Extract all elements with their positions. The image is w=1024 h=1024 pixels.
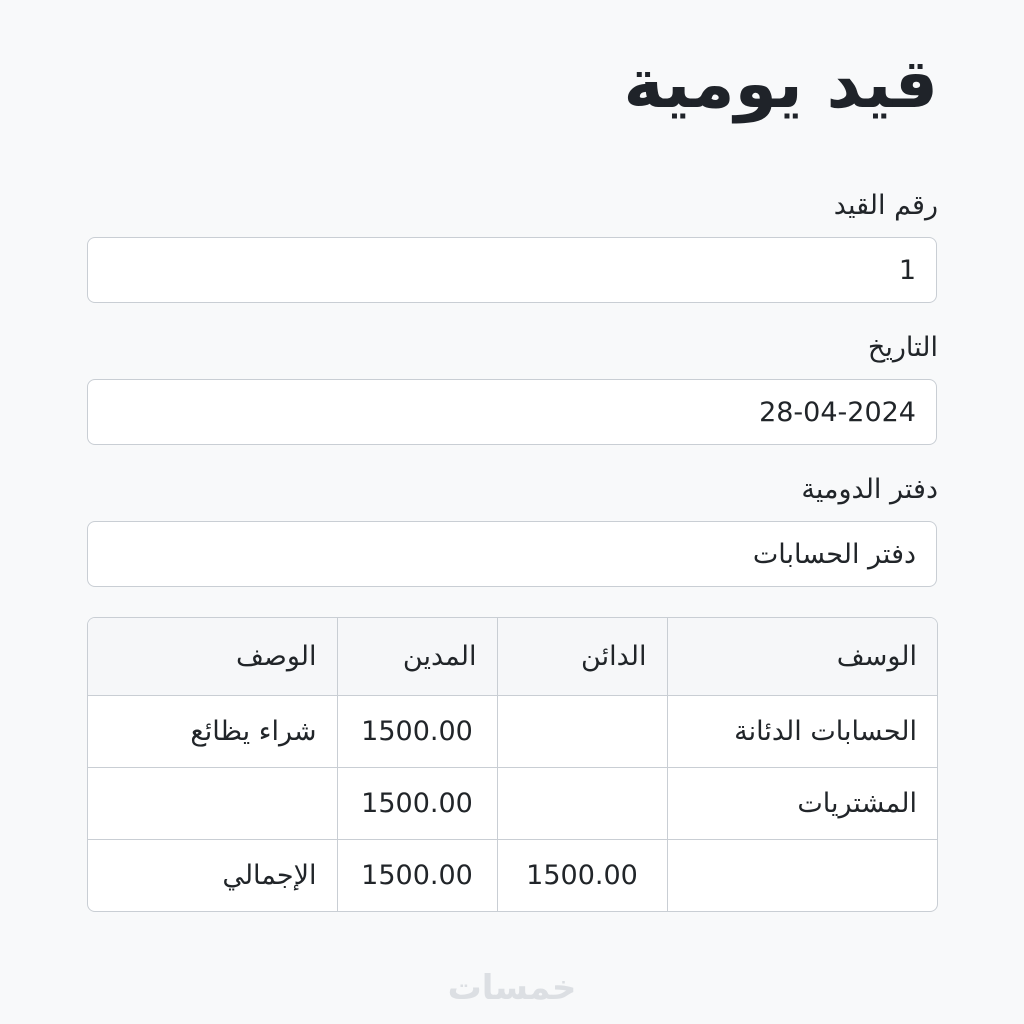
- entries-table: [87, 618, 937, 911]
- table-cell-credit: [497, 768, 667, 840]
- date-label: التاريخ: [867, 332, 938, 363]
- journal-label: دفتر الدومية: [801, 474, 938, 505]
- table-total-row: [87, 840, 937, 912]
- entries-table-container: [87, 617, 938, 912]
- table-cell-debit: 1500.00: [337, 696, 497, 768]
- table-cell-account: الحسابات الدئانة: [667, 696, 937, 768]
- table-cell-total-label: الإجمالي: [222, 860, 317, 891]
- table-cell-description: [87, 768, 337, 840]
- entry-number-input[interactable]: [87, 237, 937, 303]
- table-row: [87, 768, 937, 840]
- table-cell-credit: [497, 696, 667, 768]
- journal-input[interactable]: [87, 521, 937, 587]
- column-header-account: الوسف: [667, 618, 937, 696]
- column-header-debit: المدين: [337, 618, 497, 696]
- column-header-description: الوصف: [87, 618, 337, 696]
- entry-number-label: رقم القيد: [833, 190, 938, 221]
- table-row: [87, 696, 937, 768]
- table-header-row: [87, 618, 937, 696]
- watermark-logo: خمسات: [447, 968, 577, 1008]
- table-cell-account: [667, 840, 937, 912]
- table-cell-credit-total: 1500.00: [497, 840, 667, 912]
- table-cell-account: المشتريات: [667, 768, 937, 840]
- table-cell-debit: 1500.00: [337, 768, 497, 840]
- column-header-credit: الدائن: [497, 618, 667, 696]
- table-cell-debit-total: 1500.00: [337, 840, 497, 912]
- date-input[interactable]: [87, 379, 937, 445]
- table-cell-description: شراء يظائع: [87, 696, 337, 768]
- page-title: قيد يومية: [623, 45, 938, 124]
